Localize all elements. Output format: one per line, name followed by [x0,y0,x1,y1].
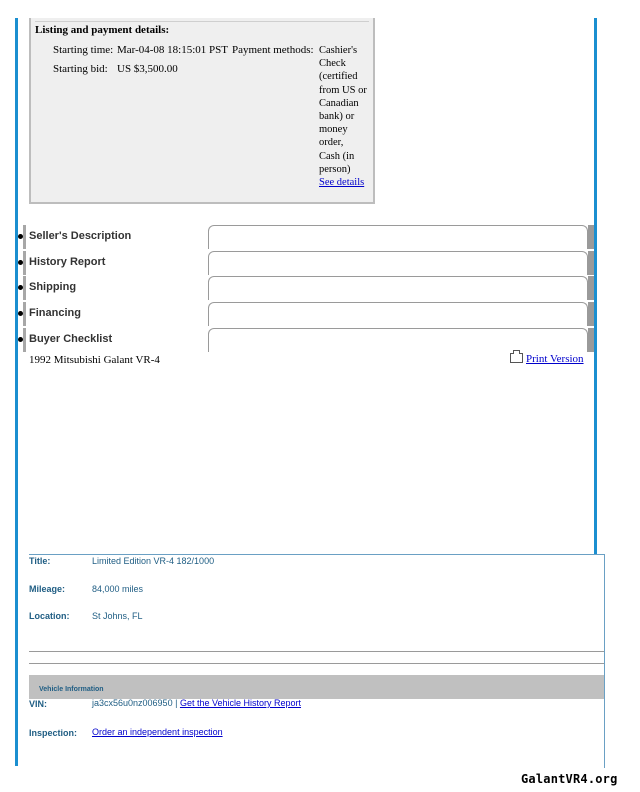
inspection-row [92,727,223,737]
payment-line: Cashier's [319,45,358,56]
tab-shipping[interactable] [18,275,596,301]
payment-line: money [319,124,348,136]
tab-scrollbar[interactable] [588,328,594,352]
vehicle-history-link[interactable]: Get the Vehicle History Report [179,698,302,708]
payment-methods-label: Payment methods: [232,44,314,56]
tab-sellers-description[interactable] [18,224,596,250]
watermark: GalantVR4.org [521,772,618,786]
tab-edge [23,251,26,275]
tab-scrollbar[interactable] [588,302,594,326]
print-version-label: Print Version [526,353,584,365]
tab-panel [208,225,588,249]
divider [29,663,604,664]
section-header-label: Vehicle Information [39,686,104,693]
title-value: Limited Edition VR-4 182/1000 [92,556,215,566]
mileage-label: Mileage: [29,584,66,594]
vin-value: ja3cx56u0nz006950 [92,698,173,708]
divider [29,651,604,652]
divider [35,21,369,22]
listing-title: Listing and payment details: [35,24,170,36]
vin-row [92,698,301,708]
print-version-link[interactable] [510,353,584,365]
vehicle-title: 1992 Mitsubishi Galant VR-4 [29,354,160,366]
payment-line: person) [319,163,351,175]
mileage-value: 84,000 miles [92,584,144,594]
payment-methods-list [319,44,375,189]
tab-buyer-checklist[interactable] [18,327,596,353]
tab-label: Financing [29,307,81,320]
tab-financing[interactable] [18,301,596,327]
vehicle-detail-panel [29,554,605,768]
tab-label: Shipping [29,281,77,294]
tab-list [18,224,596,352]
payment-line: Cash (in [319,150,355,162]
payment-line: Canadian [319,97,359,109]
listing-payment-box [29,18,375,204]
starting-bid-value: US $3,500.00 [117,63,178,75]
tab-edge [23,276,26,300]
title-label: Title: [29,556,51,566]
location-label: Location: [29,611,70,621]
tab-scrollbar[interactable] [588,225,594,249]
payment-line: (certified [319,71,358,83]
tab-panel [208,276,588,300]
starting-bid-label: Starting bid: [53,63,108,75]
payment-line: order, [319,137,344,149]
inspection-label: Inspection: [29,728,78,738]
starting-time-value: Mar-04-08 18:15:01 PST [117,44,228,56]
starting-time-label: Starting time: [53,44,114,56]
tab-label: Buyer Checklist [29,332,113,345]
payment-line: bank) or [319,111,355,123]
location-value: St Johns, FL [92,611,143,621]
tab-history-report[interactable] [18,250,596,276]
left-frame-border [15,18,18,766]
printer-icon [510,353,523,363]
vin-label: VIN: [29,699,47,709]
payment-line: Check [319,58,346,70]
vin-separator: | [175,698,178,708]
tab-edge [23,302,26,326]
tab-edge [23,225,26,249]
see-details-link[interactable]: See details [319,177,365,189]
vehicle-information-header [29,675,604,699]
tab-panel [208,328,588,352]
tab-label: History Report [29,255,106,268]
payment-line: from US or [319,84,367,96]
tab-edge [23,328,26,352]
tab-scrollbar[interactable] [588,251,594,275]
tab-panel [208,251,588,275]
tab-label: Seller's Description [29,230,132,242]
tab-scrollbar[interactable] [588,276,594,300]
tab-panel [208,302,588,326]
inspection-link[interactable]: Order an independent inspection [92,727,223,737]
